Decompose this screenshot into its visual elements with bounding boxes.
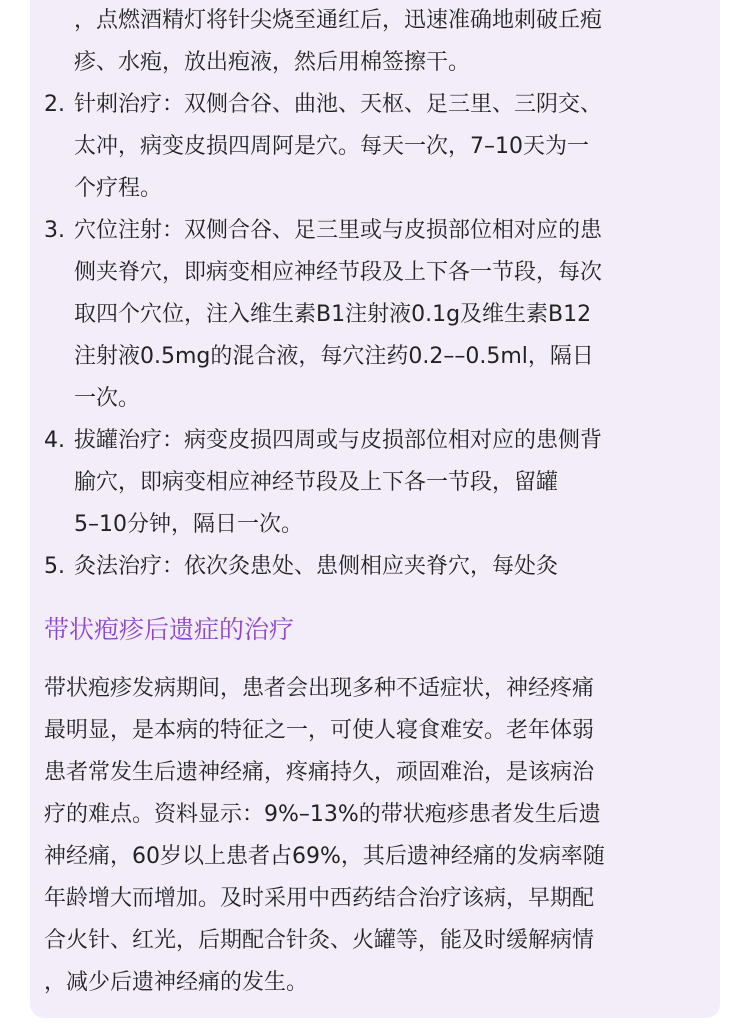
- list-item-line: 腧穴，即病变相应神经节段及上下各一节段，留罐: [74, 470, 559, 495]
- list-item-line: 太冲，病变皮损四周阿是穴。每天一次，7–10天为一: [74, 134, 589, 159]
- section-paragraph: [44, 668, 605, 1004]
- list-item-line: 侧夹脊穴，即病变相应神经节段及上下各一节段，每次: [74, 260, 603, 285]
- list-item: [44, 0, 602, 84]
- paragraph-line: 疗的难点。资料显示：9%–13%的带状疱疹患者发生后遗: [44, 802, 601, 827]
- paragraph-line: 合火针、红光，后期配合针灸、火罐等，能及时缓解病情: [44, 928, 595, 953]
- paragraph-line: 患者常发生后遗神经痛，疼痛持久，顽固难治，是该病治: [44, 760, 595, 785]
- paragraph-line: 最明显，是本病的特征之一，可使人寝食难安。老年体弱: [44, 718, 595, 743]
- list-item-line: 取四个穴位，注入维生素B1注射液0.1g及维生素B12: [74, 302, 592, 327]
- list-item-line: 穴位注射：双侧合谷、足三里或与皮损部位相对应的患: [74, 218, 603, 243]
- list-item-line: 疹、水疱，放出疱液，然后用棉签擦干。: [74, 50, 471, 75]
- list-item: [44, 420, 602, 546]
- list-item-number: 4.: [44, 428, 65, 453]
- list-item-line: 灸法治疗：依次灸患处、患侧相应夹脊穴，每处灸: [74, 554, 559, 579]
- list-item-line: 个疗程。: [74, 176, 163, 201]
- list-item-number: 5.: [44, 554, 65, 579]
- list-item-line: ，点燃酒精灯将针尖烧至通红后，迅速准确地刺破丘疱: [74, 8, 603, 33]
- list-item-line: 针刺治疗：双侧合谷、曲池、天枢、足三里、三阴交、: [74, 92, 603, 117]
- treatment-list: [44, 0, 602, 588]
- list-item-line: 拔罐治疗：病变皮损四周或与皮损部位相对应的患侧背: [74, 428, 603, 453]
- list-item-line: 一次。: [74, 386, 141, 411]
- list-item: [44, 84, 602, 210]
- paragraph-line: ，减少后遗神经痛的发生。: [44, 970, 309, 995]
- paragraph-line: 神经痛，60岁以上患者占69%，其后遗神经痛的发病率随: [44, 844, 605, 869]
- list-item-number: 2.: [44, 92, 65, 117]
- list-item: [44, 546, 602, 588]
- paragraph-line: 带状疱疹发病期间，患者会出现多种不适症状，神经疼痛: [44, 676, 595, 701]
- list-item-line: 5–10分钟，隔日一次。: [74, 512, 303, 537]
- list-item: [44, 210, 602, 420]
- list-item-number: 3.: [44, 218, 65, 243]
- treatment-items: [44, 0, 602, 588]
- list-item-line: 注射液0.5mg的混合液，每穴注药0.2––0.5ml，隔日: [74, 344, 594, 369]
- section-title: 带状疱疹后遗症的治疗: [44, 615, 295, 644]
- paragraph-line: 年龄增大而增加。及时采用中西药结合治疗该病，早期配: [44, 886, 595, 911]
